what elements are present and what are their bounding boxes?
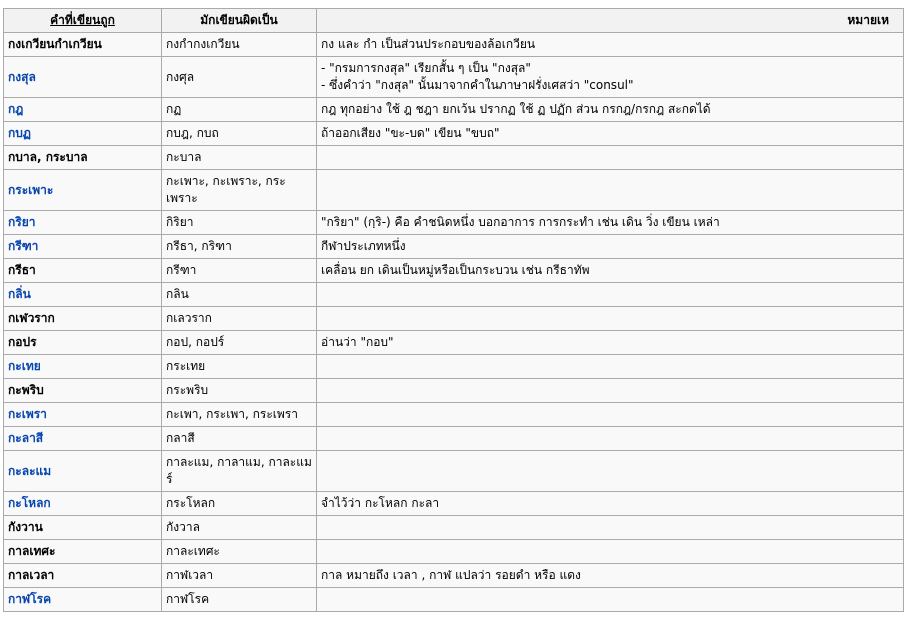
note-cell — [317, 492, 904, 516]
table-row — [4, 492, 904, 516]
correct-word-link[interactable]: กะลาสี — [4, 427, 162, 451]
note-cell — [317, 211, 904, 235]
header-meaning: หมายเห — [317, 9, 904, 33]
correct-word-link[interactable]: กงสุล — [4, 57, 162, 98]
misspelling-text: กะบาล — [166, 150, 202, 164]
misspelling-cell — [162, 379, 317, 403]
misspelling-text: กลิน — [166, 287, 189, 301]
misspelling-text: กรีธา, กริฑา — [166, 239, 232, 253]
misspelling-text: กระเทย — [166, 359, 206, 373]
misspelling-cell — [162, 122, 317, 146]
note-cell — [317, 588, 904, 612]
correct-word-link[interactable]: กบฏ — [4, 122, 162, 146]
misspelling-text: กบฎ, กบถ — [166, 126, 219, 140]
note-text: "กริยา" (กฺริ-) คือ คำชนิดหนึ่ง บอกอาการ การกระทำ เช่น เดิน วิ่ง เขียน เหล่า — [321, 215, 720, 229]
misspelling-cell — [162, 283, 317, 307]
correct-word: กาลเทศะ — [4, 540, 162, 564]
correct-word: กอปร — [4, 331, 162, 355]
note-text: - "กรมการกงสุล" เรียกสั้น ๆ เป็น "กงสุล" — [321, 61, 531, 75]
table-row — [4, 122, 904, 146]
note-cell — [317, 283, 904, 307]
correct-word: กาลเวลา — [4, 564, 162, 588]
misspelling-text: กงกำกงเกวียน — [166, 37, 240, 51]
misspelling-cell — [162, 355, 317, 379]
header-wrong: มักเขียนผิดเป็น — [162, 9, 317, 33]
table-row — [4, 259, 904, 283]
correct-word: กรีธา — [4, 259, 162, 283]
table-row — [4, 516, 904, 540]
correct-word-link[interactable]: กะเพรา — [4, 403, 162, 427]
table-body — [4, 33, 904, 612]
misspelling-cell — [162, 540, 317, 564]
misspelling-cell — [162, 451, 317, 492]
misspelling-cell — [162, 211, 317, 235]
misspelling-text: กาละแม, กาลาแม, กาละแม — [166, 455, 312, 469]
note-cell — [317, 33, 904, 57]
note-cell — [317, 564, 904, 588]
correct-word-link[interactable]: กะโหลก — [4, 492, 162, 516]
correct-word-link[interactable]: กลิ่น — [4, 283, 162, 307]
table-row — [4, 57, 904, 98]
misspelling-cell — [162, 403, 317, 427]
correct-word-link[interactable]: กะเทย — [4, 355, 162, 379]
table-row — [4, 403, 904, 427]
misspelling-cell — [162, 146, 317, 170]
table-row — [4, 427, 904, 451]
note-cell — [317, 146, 904, 170]
misspelling-text: กะเพา, กระเพา, กระเพรา — [166, 407, 298, 421]
misspelling-text: กอป, กอปร์ — [166, 335, 225, 349]
correct-word-link[interactable]: กระเพาะ — [4, 170, 162, 211]
table-row — [4, 235, 904, 259]
misspelling-cell — [162, 98, 317, 122]
misspelling-cell — [162, 170, 317, 211]
note-cell — [317, 516, 904, 540]
header-correct-label: คำที่เขียนถูก — [50, 13, 115, 27]
note-text: กฎ ทุกอย่าง ใช้ ฎ ชฎา ยกเว้น ปรากฏ ใช้ ฏ ปฏัก ส่วน กรกฎ/กรกฎ สะกดได้ — [321, 102, 711, 116]
note-cell — [317, 355, 904, 379]
misspelling-text: กาฬเวลา — [166, 568, 214, 582]
correct-word-link[interactable]: กฎ — [4, 98, 162, 122]
table-row — [4, 33, 904, 57]
misspelling-text: กะเพาะ, กะเพราะ, กระ — [166, 174, 286, 188]
correct-word-link[interactable]: กาฬโรค — [4, 588, 162, 612]
table-row — [4, 331, 904, 355]
note-cell — [317, 57, 904, 98]
misspelling-cell — [162, 588, 317, 612]
misspelling-cell — [162, 564, 317, 588]
table-row — [4, 283, 904, 307]
misspelling-text: กเลวราก — [166, 311, 212, 325]
misspelling-cell — [162, 259, 317, 283]
note-text: กีฬาประเภทหนึ่ง — [321, 239, 406, 253]
correct-word-link[interactable]: กริยา — [4, 211, 162, 235]
note-text: อ่านว่า "กอบ" — [321, 335, 394, 349]
table-row — [4, 451, 904, 492]
note-cell — [317, 403, 904, 427]
table-row — [4, 564, 904, 588]
misspelling-cell — [162, 307, 317, 331]
note-text: จำไว้ว่า กะโหลก กะลา — [321, 496, 440, 510]
note-cell — [317, 98, 904, 122]
misspelling-cell — [162, 331, 317, 355]
table-row — [4, 307, 904, 331]
misspelling-cell — [162, 492, 317, 516]
misspelling-text: เพราะ — [166, 191, 198, 205]
note-cell — [317, 331, 904, 355]
note-cell — [317, 379, 904, 403]
misspelling-text: กระโหลก — [166, 496, 216, 510]
misspelling-text: กิริยา — [166, 215, 194, 229]
misspelling-cell — [162, 516, 317, 540]
note-cell — [317, 307, 904, 331]
table-row — [4, 211, 904, 235]
note-text: ถ้าออกเสียง "ขะ-บด" เขียน "ขบถ" — [321, 126, 500, 140]
header-correct[interactable] — [4, 9, 162, 33]
note-text: เคลื่อน ยก เดินเป็นหมู่หรือเป็นกระบวน เช่น กรีธาทัพ — [321, 263, 590, 277]
note-cell — [317, 451, 904, 492]
table-row — [4, 355, 904, 379]
misspelling-text: กลาสี — [166, 431, 195, 445]
note-text: กง และ กำ เป็นส่วนประกอบของล้อเกวียน — [321, 37, 536, 51]
note-text: กาล หมายถึง เวลา , กาฬ แปลว่า รอยดำ หรือ แดง — [321, 568, 581, 582]
misspelling-cell — [162, 427, 317, 451]
note-cell — [317, 122, 904, 146]
table-row — [4, 146, 904, 170]
table-row — [4, 170, 904, 211]
correct-word: กังวาน — [4, 516, 162, 540]
misspelling-text: กาละเทศะ — [166, 544, 220, 558]
table-row — [4, 540, 904, 564]
header-row — [4, 9, 904, 33]
note-cell — [317, 235, 904, 259]
table-row — [4, 98, 904, 122]
misspelling-cell — [162, 235, 317, 259]
note-text: - ซึ่งคำว่า "กงสุล" นั้นมาจากคำในภาษาฝรั่งเศสว่า "consul" — [321, 78, 634, 92]
words-table — [3, 8, 904, 612]
misspelling-text: กงศุล — [166, 69, 195, 84]
note-cell — [317, 259, 904, 283]
misspelling-text: กระพริบ — [166, 383, 209, 397]
correct-word-link[interactable]: กะละแม — [4, 451, 162, 492]
note-cell — [317, 540, 904, 564]
misspelling-cell — [162, 33, 317, 57]
misspelling-text: กรีฑา — [166, 263, 197, 277]
table-row — [4, 379, 904, 403]
misspelling-text: กฏ — [166, 102, 182, 116]
note-cell — [317, 427, 904, 451]
correct-word: กบาล, กระบาล — [4, 146, 162, 170]
note-cell — [317, 170, 904, 211]
table-row — [4, 588, 904, 612]
correct-word: กงเกวียนกำเกวียน — [4, 33, 162, 57]
misspelling-cell — [162, 57, 317, 98]
correct-word-link[interactable]: กรีฑา — [4, 235, 162, 259]
misspelling-text: ร์ — [166, 472, 173, 486]
correct-word: กะพริบ — [4, 379, 162, 403]
misspelling-text: กาฬโรค — [166, 592, 210, 606]
misspelling-text: กังวาล — [166, 520, 200, 534]
correct-word: กเฬวราก — [4, 307, 162, 331]
